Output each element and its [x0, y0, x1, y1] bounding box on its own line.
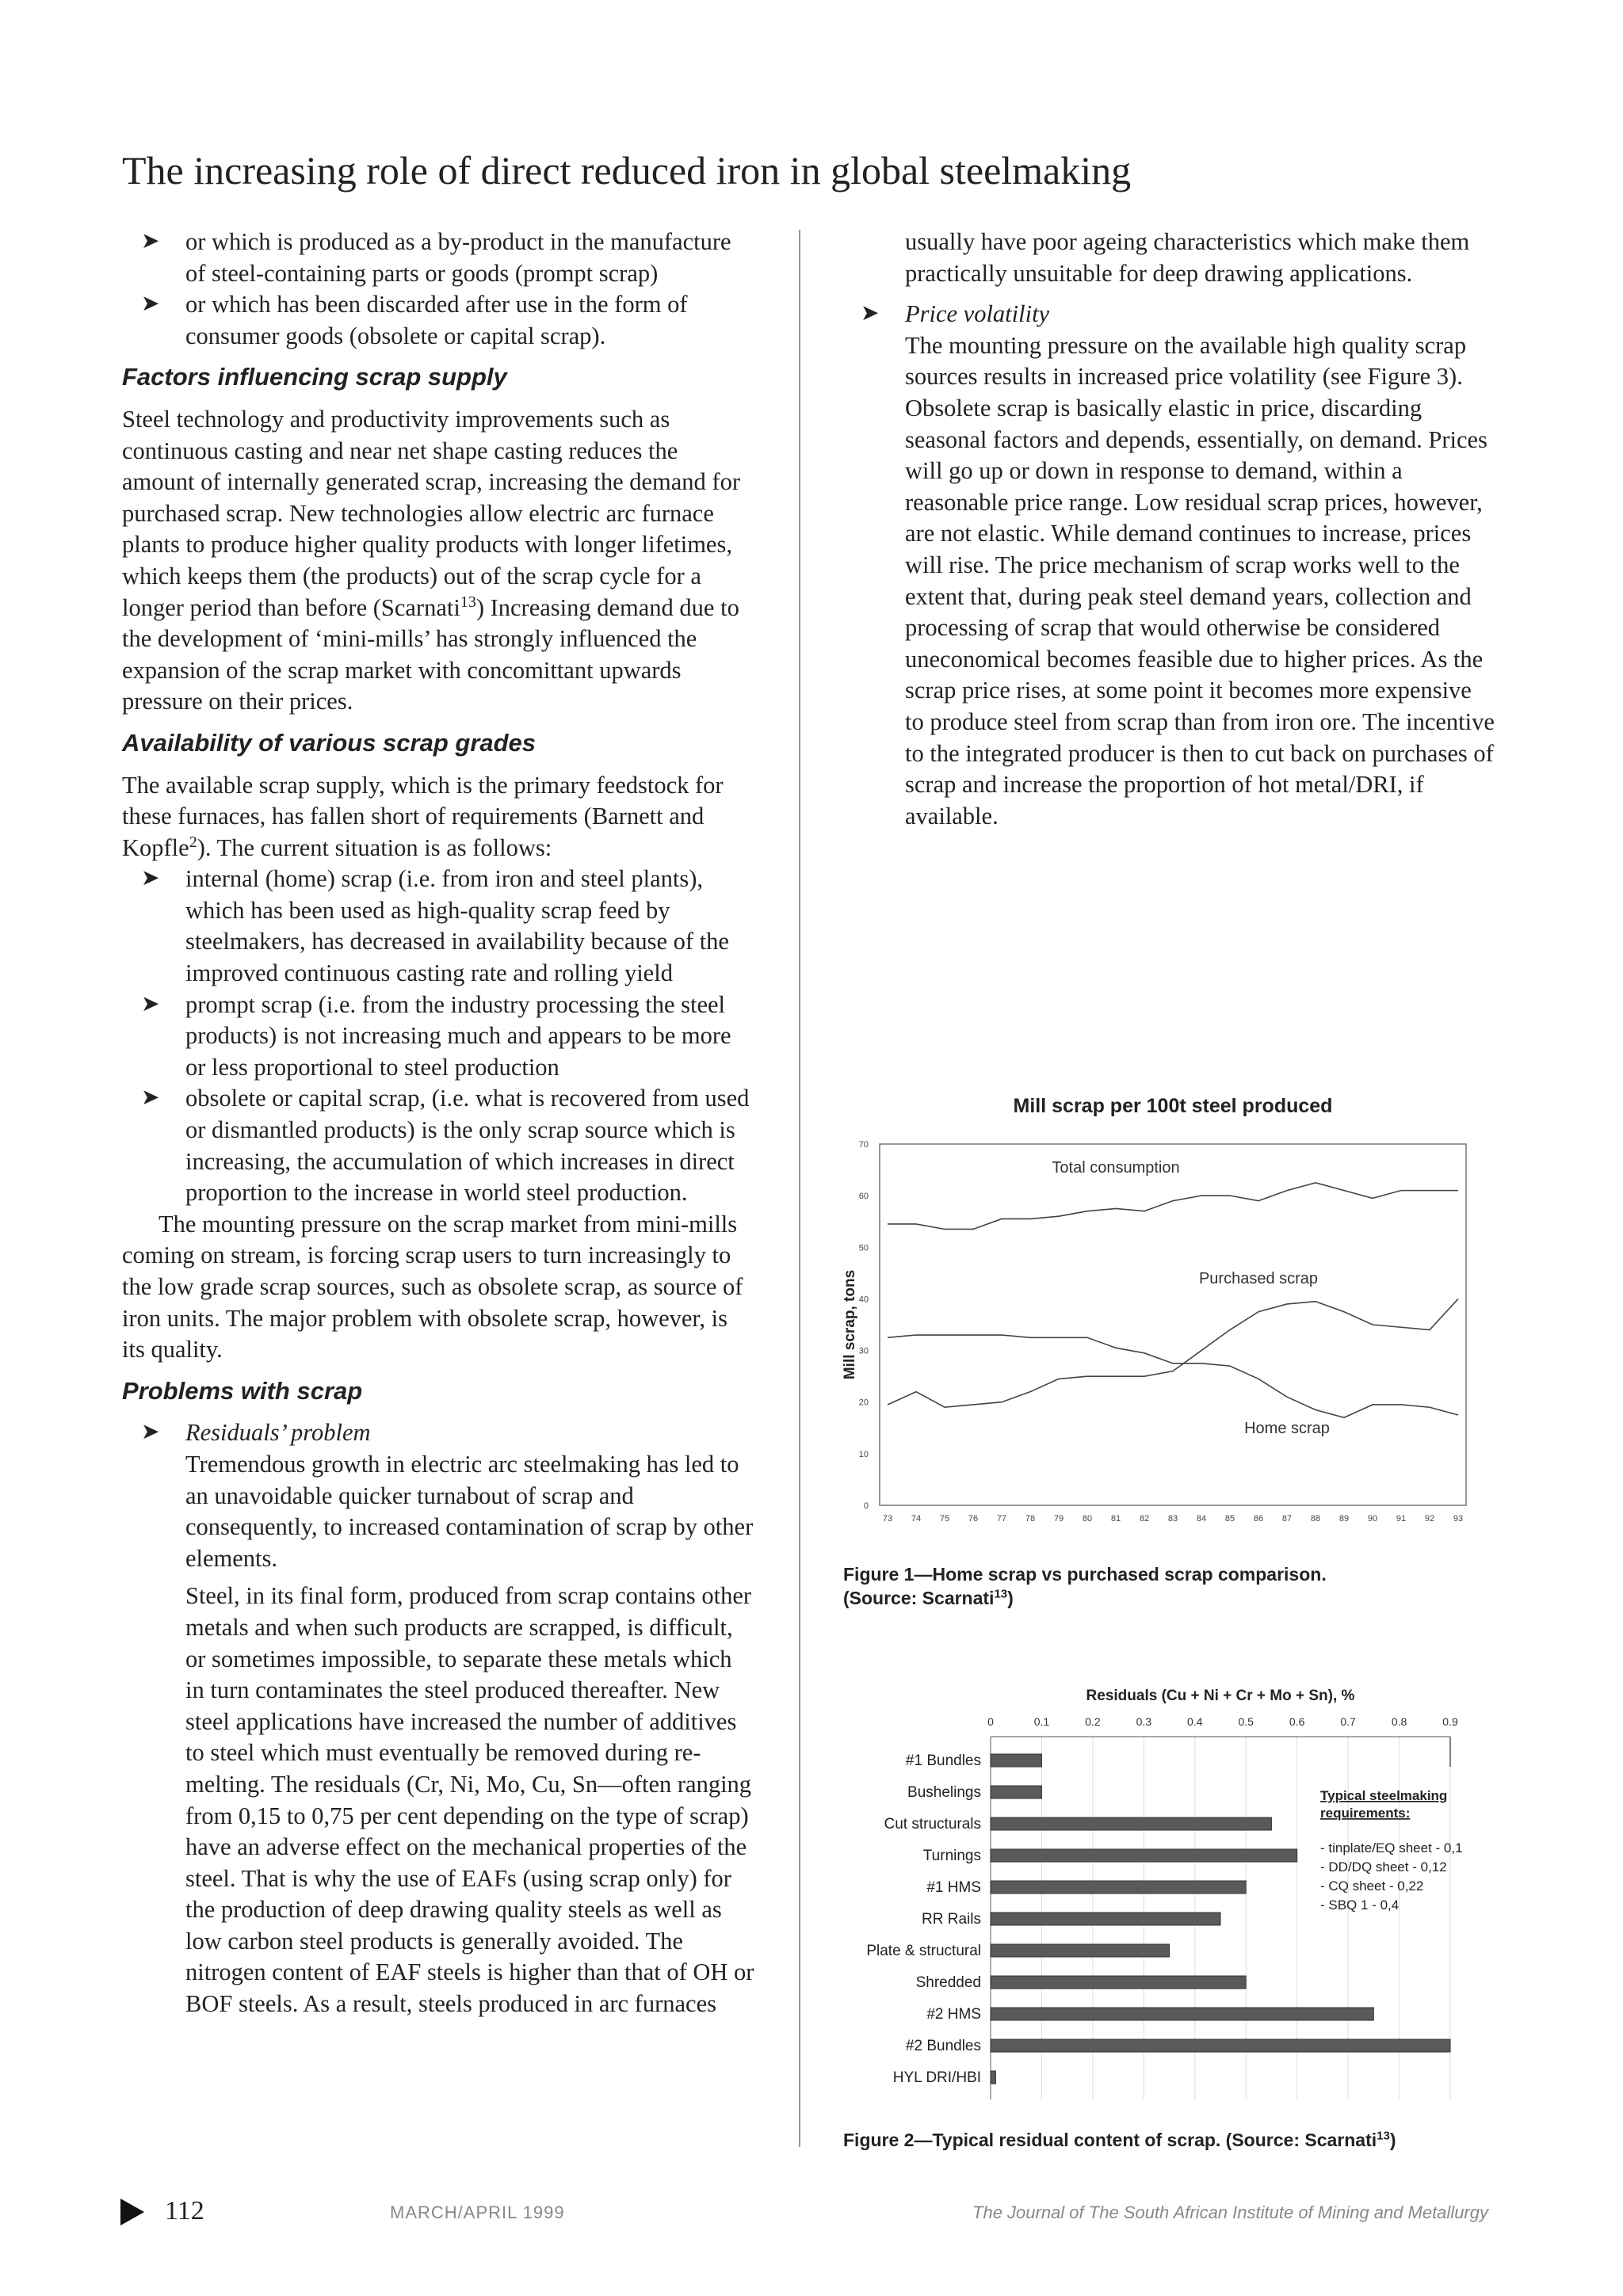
y-tick-label: 60	[858, 1192, 869, 1202]
arrow-bullet-icon: ➤	[861, 299, 880, 326]
x-tick-label: 80	[1082, 1514, 1093, 1524]
legend-title-line2: requirements:	[1320, 1806, 1411, 1821]
x-tick-label: 77	[996, 1514, 1007, 1524]
list-item	[122, 1417, 756, 2019]
arrow-bullet-icon: ➤	[141, 864, 160, 891]
paragraph-continued: usually have poor ageing characteristics which make them practically unsuitable for deep drawing applications.	[905, 228, 1470, 287]
y-tick-label: 40	[858, 1295, 869, 1305]
paragraph-price: The mounting pressure on the available high quality scrap sources results in increased price volatility (see Figure 3). Obsolete scrap is basically elastic in price, discarding seasonal factors and depends, essentially, on demand. Prices will go up or down in response to demand, within a reasonable price range. Low residual scrap prices, however, are not elastic. While demand continues to increase, prices will rise. The price mechanism of scrap works well to the extent that, during peak steel demand years, collection and processing of scrap that would otherwise be considered uneconomical becomes feasible due to higher prices. As the scrap price rises, at some point it becomes more expensive to produce steel from scrap than from iron ore. The incentive to the integrated producer is then to cut back on purchases of scrap and increase the proportion of hot metal/DRI, if available.	[905, 331, 1495, 830]
figure-2-bar-chart	[824, 1680, 1498, 2123]
x-tick-label: 87	[1281, 1514, 1293, 1524]
list-item: ➤ internal (home) scrap (i.e. from iron and steel plants), which has been used as high-quality scrap feed by steelmakers, has decreased in availability because of the improved continuous casting rate and rolling yield	[122, 864, 756, 989]
arrow-bullet-icon: ➤	[141, 1418, 160, 1445]
arrow-bullet-icon: ➤	[141, 290, 160, 317]
x-tick-label: 0.1	[1033, 1715, 1050, 1728]
x-tick-label: 88	[1310, 1514, 1321, 1524]
bar	[991, 1754, 1041, 1767]
category-label: Turnings	[922, 1848, 981, 1864]
series-line-purchased-scrap	[888, 1299, 1458, 1407]
arrow-bullet-icon: ➤	[141, 990, 160, 1016]
list-item: ➤ or which has been discarded after use in the form of consumer goods (obsolete or capital scrap).	[122, 289, 756, 352]
x-tick-label: 89	[1338, 1514, 1350, 1524]
x-tick-label: 0.5	[1238, 1715, 1254, 1728]
series-annotation: Home scrap	[1244, 1419, 1330, 1437]
category-label: #2 Bundles	[905, 2038, 981, 2054]
chart-title: Mill scrap per 100t steel produced	[1013, 1095, 1333, 1117]
figure-2-caption: Figure 2—Typical residual content of scrap. (Source: Scarnati$^{13}$)	[843, 2129, 1396, 2150]
price-list	[842, 299, 1496, 832]
legend-item: - tinplate/EQ sheet - 0,1	[1320, 1840, 1463, 1855]
paragraph-factors: Steel technology and productivity improvements such as continuous casting and near net shape casting reduces the amount of internally generated scrap, increasing the demand for purchased scrap. New technologies allow electric arc furnace plants to produce higher quality products with longer lifetimes, which keeps them (the products) out of the scrap cycle for a longer period than before (Scarnati$^{13}$) Increasing demand due to the development of ‘mini-mills’ has strongly influenced the expansion of the scrap market with concomittant upwards pressure on their prices.	[122, 405, 740, 715]
bar	[991, 1976, 1246, 1989]
list-item	[842, 299, 1496, 832]
x-tick-label: 82	[1139, 1514, 1150, 1524]
x-tick-label: 86	[1253, 1514, 1264, 1524]
bar	[991, 1913, 1220, 1925]
bar	[991, 2071, 995, 2084]
journal-name: The Journal of The South African Institute of Mining and Metallurgy	[972, 2203, 1488, 2222]
x-tick-label: 0	[987, 1715, 994, 1728]
x-tick-label: 79	[1053, 1514, 1064, 1524]
x-tick-label: 75	[939, 1514, 950, 1524]
y-tick-label: 20	[858, 1398, 869, 1408]
reference-superscript: 13	[460, 593, 476, 611]
y-tick-label: 30	[858, 1346, 869, 1356]
category-label: Plate & structural	[866, 1943, 981, 1959]
x-tick-label: 74	[911, 1514, 922, 1524]
bar	[991, 1786, 1041, 1798]
category-label: #2 HMS	[926, 2006, 981, 2023]
intro-bullet-list	[122, 227, 756, 352]
x-tick-label: 76	[968, 1514, 979, 1524]
series-annotation: Purchased scrap	[1198, 1269, 1319, 1287]
list-item: ➤ obsolete or capital scrap, (i.e. what is recovered from used or dismantled products) is the only scrap source which is increasing, the accumulation of which increases in direct proportion to the increase in world steel production.	[122, 1083, 756, 1208]
x-tick-label: 90	[1367, 1514, 1378, 1524]
x-tick-label: 81	[1110, 1514, 1121, 1524]
y-tick-label: 70	[858, 1140, 869, 1150]
category-label: Bushelings	[907, 1784, 981, 1801]
bar	[991, 2008, 1373, 2020]
column-divider	[799, 230, 800, 2147]
right-column	[862, 227, 1496, 832]
issue-date: MARCH/APRIL 1999	[390, 2203, 565, 2222]
x-tick-label: 84	[1196, 1514, 1207, 1524]
y-tick-label: 50	[858, 1243, 869, 1253]
page-title: The increasing role of direct reduced iron in global steelmaking	[122, 148, 1132, 193]
paragraph-residuals-1: Tremendous growth in electric arc steelmaking has led to an unavoidable quicker turnabout of scrap and consequently, to increased contamination of scrap by other elements.	[185, 1450, 754, 1572]
x-tick-label: 0.8	[1391, 1715, 1407, 1728]
x-tick-label: 85	[1224, 1514, 1235, 1524]
legend-item: - DD/DQ sheet - 0,12	[1320, 1859, 1447, 1875]
x-tick-label: 92	[1424, 1514, 1435, 1524]
paragraph-residuals-2: Steel, in its final form, produced from scrap contains other metals and when such products are scrapped, is difficult, or sometimes impossible, to separate these metals which in turn contaminates the steel produced thereafter. New steel applications have increased the number of additives to steel which must eventually be removed during re-melting. The residuals (Cr, Ni, Mo, Cu, Sn—often ranging from 0,15 to 0,75 per cent depending on the type of scrap) have an adverse effect on the mechanical properties of the steel. That is why the use of EAFs (using scrap only) for the production of deep drawing quality steels as well as low carbon steel products is generally avoided. The nitrogen content of EAF steels is higher than that of OH or BOF steels. As a result, steels produced in arc furnaces	[185, 1582, 754, 2018]
figure-1-caption: Figure 1—Home scrap vs purchased scrap comparison. (Source: Scarnati$^{13}$)	[843, 1564, 1327, 1608]
figure-1-line-chart	[824, 1085, 1498, 1561]
y-tick-label: 0	[863, 1501, 869, 1511]
category-label: #1 HMS	[926, 1879, 981, 1896]
bar	[991, 1944, 1170, 1957]
category-label: Shredded	[915, 1974, 981, 1991]
paragraph-mounting-pressure: The mounting pressure on the scrap market from mini-mills coming on stream, is forcing scrap users to turn increasingly to the low grade scrap sources, such as obsolete scrap, as source of iron units. The major problem with obsolete scrap, however, is its quality.	[122, 1210, 743, 1363]
x-tick-label: 0.3	[1136, 1715, 1152, 1728]
bar	[991, 1881, 1246, 1894]
x-tick-label: 73	[882, 1514, 893, 1524]
y-axis-label: Mill scrap, tons	[842, 1269, 858, 1380]
category-label: RR Rails	[922, 1911, 981, 1928]
section-heading-factors: Factors influencing scrap supply	[122, 363, 507, 391]
problems-list	[122, 1417, 756, 2019]
arrow-bullet-icon: ➤	[141, 227, 160, 254]
page-number: 112	[165, 2196, 204, 2225]
arrow-bullet-icon: ➤	[141, 1084, 160, 1111]
x-tick-label: 0.4	[1187, 1715, 1203, 1728]
section-heading-availability: Availability of various scrap grades	[122, 728, 537, 757]
section-heading-problems: Problems with scrap	[122, 1376, 363, 1405]
x-tick-label: 78	[1025, 1514, 1036, 1524]
bar	[991, 2039, 1450, 2052]
list-item: ➤ or which is produced as a by-product in the manufacture of steel-containing parts or goods (prompt scrap)	[122, 227, 756, 289]
left-column	[122, 227, 756, 2020]
paragraph-availability: The available scrap supply, which is the primary feedstock for these furnaces, has fallen short of requirements (Barnett and Kopfle$^2$). The current situation is as follows:	[122, 771, 724, 861]
series-annotation: Total consumption	[1052, 1158, 1180, 1177]
footer-arrow-icon	[120, 2199, 144, 2225]
x-tick-label: 83	[1167, 1514, 1178, 1524]
legend-title-line1: Typical steelmaking	[1320, 1788, 1448, 1803]
x-tick-label: 93	[1453, 1514, 1464, 1524]
subheading-price-volatility: Price volatility	[905, 300, 1050, 328]
y-tick-label: 10	[858, 1449, 869, 1459]
category-label: Cut structurals	[884, 1816, 981, 1833]
reference-superscript: 2	[189, 833, 197, 851]
scrap-types-list	[122, 864, 756, 1209]
legend-item: - CQ sheet - 0,22	[1320, 1878, 1424, 1894]
bar	[991, 1849, 1297, 1862]
legend-item: - SBQ 1 - 0,4	[1320, 1897, 1400, 1913]
chart-title: Residuals (Cu + Ni + Cr + Mo + Sn), %	[1086, 1688, 1355, 1704]
x-tick-label: 0.6	[1289, 1715, 1305, 1728]
x-tick-label: 91	[1396, 1514, 1407, 1524]
x-tick-label: 0.9	[1442, 1715, 1458, 1728]
category-label: #1 Bundles	[905, 1753, 981, 1769]
bar	[991, 1817, 1271, 1830]
x-tick-label: 0.7	[1340, 1715, 1356, 1728]
line-chart-svg	[824, 1085, 1498, 1561]
series-line-total-consumption	[888, 1183, 1458, 1230]
subheading-residuals: Residuals’ problem	[185, 1419, 371, 1447]
list-item: ➤ prompt scrap (i.e. from the industry processing the steel products) is not increasing much and appears to be more or less proportional to steel production	[122, 990, 756, 1084]
bar-chart-svg	[824, 1680, 1498, 2123]
x-tick-label: 0.2	[1085, 1715, 1101, 1728]
category-label: HYL DRI/HBI	[892, 2069, 981, 2086]
